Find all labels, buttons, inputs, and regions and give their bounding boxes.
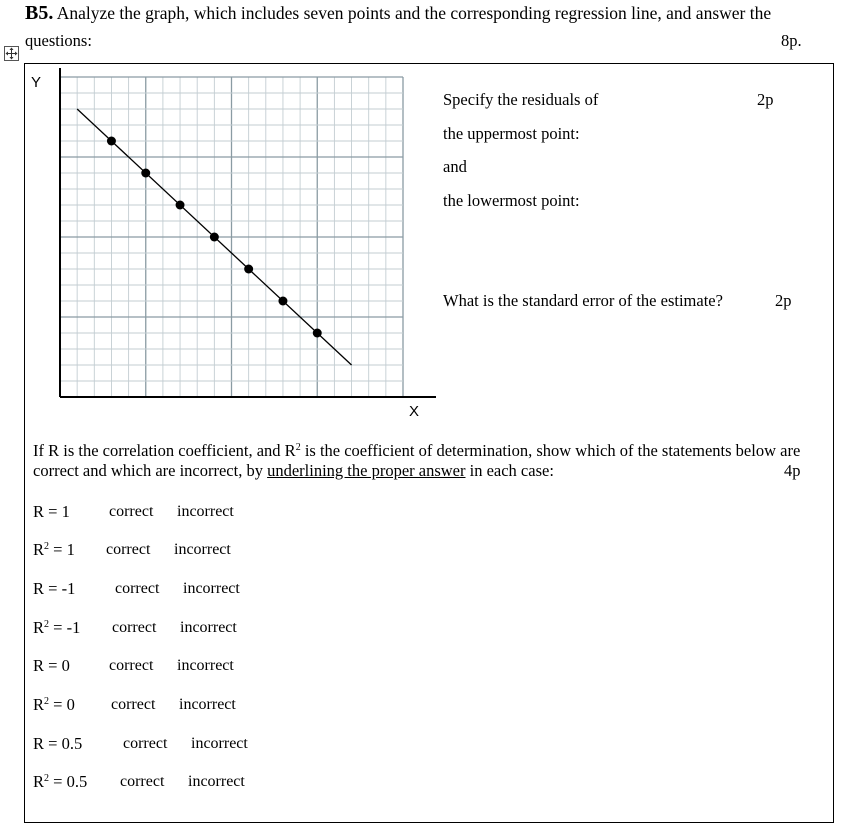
statement-superscript: 2	[44, 696, 50, 707]
incorrect-option[interactable]: incorrect	[183, 580, 240, 597]
statement-base: R	[33, 502, 45, 521]
correct-option[interactable]: correct	[115, 580, 160, 597]
question-number: B5.	[25, 2, 54, 24]
statement-label	[33, 502, 70, 522]
statement-value: = -1	[44, 579, 76, 598]
statement-value: = 1	[44, 502, 70, 521]
statement-label	[33, 540, 75, 560]
instructions-underlined: underlining the proper answer	[267, 461, 466, 480]
instructions-text-2: is the coefficient of determination, show which of the statements below are correct and which are incorrect, by	[33, 441, 801, 480]
statement-base: R	[33, 772, 45, 791]
statement-value: = 0.5	[49, 772, 88, 791]
chart-axes	[60, 68, 436, 397]
question-title	[25, 2, 771, 25]
scatter-chart	[0, 60, 440, 420]
incorrect-option[interactable]: incorrect	[174, 541, 231, 558]
correct-option[interactable]: correct	[109, 503, 154, 520]
statement-label	[33, 618, 80, 638]
y-axis-label: Y	[30, 74, 42, 91]
x-axis-label: X	[408, 403, 420, 420]
question-points: 8p.	[781, 31, 802, 50]
statement-label	[33, 772, 87, 792]
move-arrows-icon	[5, 47, 18, 60]
statement-base: R	[33, 695, 45, 714]
instructions-points: 4p	[784, 461, 801, 480]
lowermost-point-label: the lowermost point:	[443, 191, 580, 210]
incorrect-option[interactable]: incorrect	[179, 696, 236, 713]
undefined	[278, 297, 287, 306]
undefined	[107, 137, 116, 146]
instructions-superscript: 2	[295, 442, 301, 453]
undefined	[210, 233, 219, 242]
correct-option[interactable]: correct	[112, 619, 157, 636]
table-move-handle[interactable]	[4, 46, 19, 61]
incorrect-option[interactable]: incorrect	[177, 503, 234, 520]
undefined	[141, 169, 150, 178]
statement-base: R	[33, 540, 45, 559]
statement-base: R	[33, 618, 45, 637]
incorrect-option[interactable]: incorrect	[191, 735, 248, 752]
residuals-points: 2p	[757, 90, 774, 109]
statement-value: = 1	[49, 540, 75, 559]
statement-superscript: 2	[44, 619, 50, 630]
uppermost-point-label: the uppermost point:	[443, 124, 580, 143]
correct-option[interactable]: correct	[106, 541, 151, 558]
correct-option[interactable]: correct	[109, 657, 154, 674]
undefined	[176, 201, 185, 210]
statement-value: = 0	[44, 656, 70, 675]
residuals-question: Specify the residuals of	[443, 90, 599, 109]
incorrect-option[interactable]: incorrect	[177, 657, 234, 674]
incorrect-option[interactable]: incorrect	[188, 773, 245, 790]
incorrect-option[interactable]: incorrect	[180, 619, 237, 636]
statement-base: R	[33, 656, 45, 675]
instructions-paragraph	[33, 441, 803, 481]
statement-value: = 0	[49, 695, 75, 714]
statement-superscript: 2	[44, 541, 50, 552]
standard-error-points: 2p	[775, 291, 792, 310]
undefined	[313, 329, 322, 338]
standard-error-question: What is the standard error of the estimate?	[443, 291, 723, 310]
statement-label	[33, 695, 75, 715]
instructions-text-1: If R is the correlation coefficient, and R	[33, 441, 296, 460]
statement-base: R	[33, 734, 45, 753]
statement-label	[33, 734, 82, 754]
correct-option[interactable]: correct	[123, 735, 168, 752]
undefined	[244, 265, 253, 274]
statement-label	[33, 656, 70, 676]
statement-base: R	[33, 579, 45, 598]
correct-option[interactable]: correct	[120, 773, 165, 790]
and-label: and	[443, 157, 467, 176]
statement-superscript: 2	[44, 773, 50, 784]
statement-value: = 0.5	[44, 734, 83, 753]
correct-option[interactable]: correct	[111, 696, 156, 713]
question-text-line2: questions:	[25, 31, 92, 50]
chart-grid	[60, 77, 403, 397]
statement-value: = -1	[49, 618, 81, 637]
instructions-text-3: in each case:	[465, 461, 554, 480]
question-text: Analyze the graph, which includes seven points and the corresponding regression line, and answer the	[53, 3, 772, 23]
statement-label	[33, 579, 75, 599]
